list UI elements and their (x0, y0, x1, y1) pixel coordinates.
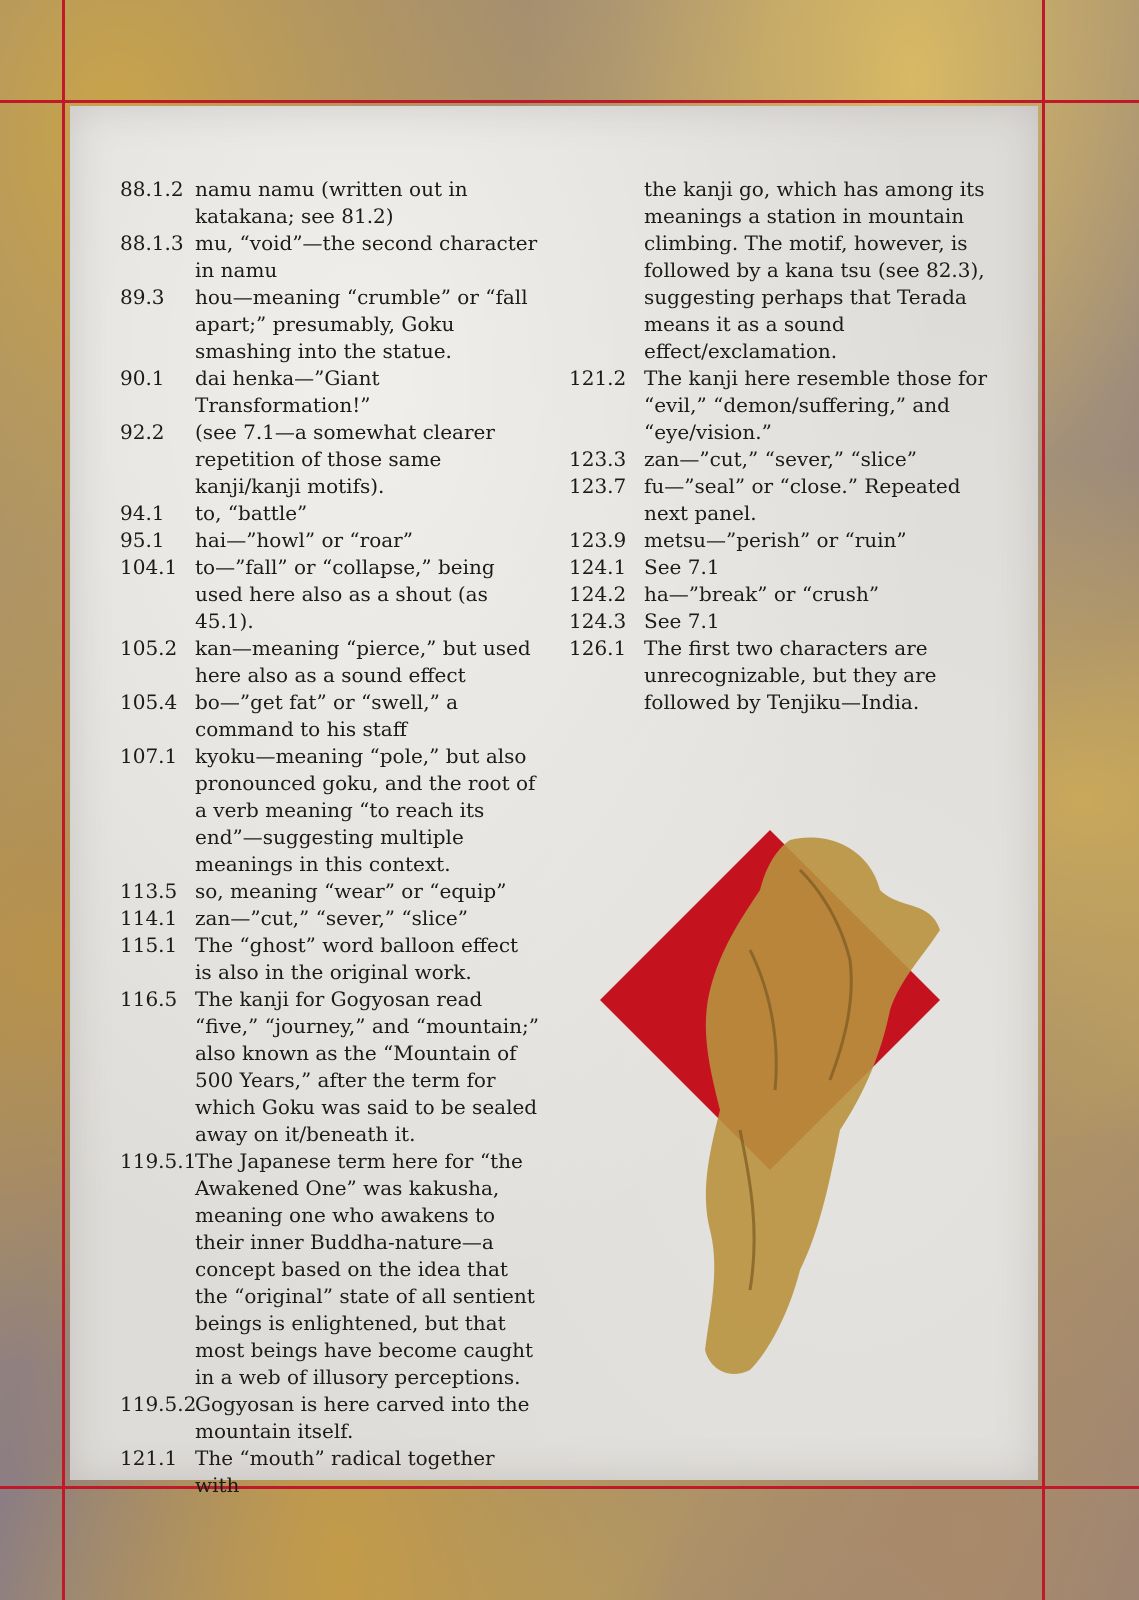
note-number: 124.3 (569, 609, 627, 633)
note-text: dai henka—”Giant Transformation!” (195, 366, 380, 417)
note-text: metsu—”perish” or “ruin” (644, 528, 907, 552)
note-text: Gogyosan is here carved into the mountain itself. (195, 1392, 530, 1443)
note-entry (120, 743, 540, 878)
note-entry (569, 365, 1009, 446)
note-number: 113.5 (120, 879, 178, 903)
note-entry (120, 176, 540, 230)
note-entry (120, 986, 540, 1148)
note-text: zan—”cut,” “sever,” “slice” (195, 906, 468, 930)
frame-rule-left (62, 0, 65, 1600)
note-text: hai—”howl” or “roar” (195, 528, 413, 552)
note-number: 115.1 (120, 933, 178, 957)
note-number: 123.9 (569, 528, 627, 552)
note-text: The “mouth” radical together with (195, 1446, 495, 1497)
note-entry (120, 284, 540, 365)
frame-rule-top (0, 100, 1139, 103)
frame-rule-right (1042, 0, 1045, 1600)
note-text: to—”fall” or “collapse,” being used here also as a shout (as 45.1). (195, 555, 495, 633)
note-number: 123.3 (569, 447, 627, 471)
note-number: 92.2 (120, 420, 165, 444)
note-text: mu, “void”—the second character in namu (195, 231, 538, 282)
notes-left-column (120, 176, 540, 1499)
note-entry (569, 473, 1009, 527)
note-number: 104.1 (120, 555, 178, 579)
note-number: 123.7 (569, 474, 627, 498)
note-number: 119.5.1 (120, 1149, 197, 1173)
note-number (569, 176, 644, 365)
note-text: hou—meaning “crumble” or “fall apart;” presumably, Goku smashing into the statue. (195, 285, 528, 363)
note-number: 105.2 (120, 636, 178, 660)
note-entry (569, 176, 1009, 365)
note-entry (569, 527, 1009, 554)
note-text: to, “battle” (195, 501, 308, 525)
note-entry (120, 1391, 540, 1445)
note-entry (120, 230, 540, 284)
note-text: namu namu (written out in katakana; see 81.2) (195, 177, 468, 228)
note-number: 105.4 (120, 690, 178, 714)
note-number: 107.1 (120, 744, 178, 768)
note-text: See 7.1 (644, 609, 720, 633)
note-entry (120, 635, 540, 689)
note-text: The “ghost” word balloon effect is also in the original work. (195, 933, 519, 984)
note-entry (120, 878, 540, 905)
note-text: The kanji for Gogyosan read “five,” “journey,” and “mountain;” also known as the “Mountain of 500 Years,” after the term for which Goku was said to be sealed away on it/beneath it. (195, 987, 540, 1146)
note-number: 126.1 (569, 636, 627, 660)
note-entry (120, 554, 540, 635)
note-entry (120, 1445, 540, 1499)
note-entry (120, 932, 540, 986)
note-number: 89.3 (120, 285, 165, 309)
note-number: 119.5.2 (120, 1392, 197, 1416)
note-text: bo—”get fat” or “swell,” a command to his staff (195, 690, 459, 741)
note-number: 124.1 (569, 555, 627, 579)
note-number: 121.2 (569, 366, 627, 390)
note-text: fu—”seal” or “close.” Repeated next panel. (644, 474, 961, 525)
note-number: 116.5 (120, 987, 178, 1011)
note-text: (see 7.1—a somewhat clearer repetition of those same kanji/kanji motifs). (195, 420, 495, 498)
note-text: See 7.1 (644, 555, 720, 579)
note-entry (569, 635, 1009, 716)
note-entry (120, 419, 540, 500)
note-number: 121.1 (120, 1446, 178, 1470)
note-text: The Japanese term here for “the Awakened One” was kakusha, meaning one who awakens to their inner Buddha-nature—a concept based on the idea that the “original” state of all sentient beings is enlightened, but that most beings have become caught in a web of illusory perceptions. (195, 1149, 535, 1389)
note-number: 88.1.3 (120, 231, 184, 255)
note-entry (120, 689, 540, 743)
note-entry (120, 1148, 540, 1391)
notes-right-column (569, 176, 1009, 716)
note-text: The first two characters are unrecognizable, but they are followed by Tenjiku—India. (644, 636, 937, 714)
note-text: ha—”break” or “crush” (644, 582, 880, 606)
note-text: The kanji here resemble those for “evil,” “demon/suffering,” and “eye/vision.” (644, 366, 988, 444)
note-number: 114.1 (120, 906, 178, 930)
note-entry (569, 554, 1009, 581)
note-entry (569, 446, 1009, 473)
note-text: zan—”cut,” “sever,” “slice” (644, 447, 917, 471)
note-number: 94.1 (120, 501, 165, 525)
note-text: kan—meaning “pierce,” but used here also as a sound effect (195, 636, 531, 687)
note-text: kyoku—meaning “pole,” but also pronounced goku, and the root of a verb meaning “to reach its end”—suggesting multiple meanings in this context. (195, 744, 536, 876)
note-number: 90.1 (120, 366, 165, 390)
note-text: the kanji go, which has among its meanings a station in mountain climbing. The motif, however, is followed by a kana tsu (see 82.3), suggesting perhaps that Terada means it as a sound effect/exclamation. (644, 177, 985, 363)
note-number: 88.1.2 (120, 177, 184, 201)
note-text: so, meaning “wear” or “equip” (195, 879, 507, 903)
decorative-illustration (600, 830, 960, 1390)
note-number: 124.2 (569, 582, 627, 606)
note-entry (120, 527, 540, 554)
note-entry (120, 365, 540, 419)
note-entry (569, 608, 1009, 635)
note-entry (120, 500, 540, 527)
note-entry (120, 905, 540, 932)
note-number: 95.1 (120, 528, 165, 552)
note-entry (569, 581, 1009, 608)
